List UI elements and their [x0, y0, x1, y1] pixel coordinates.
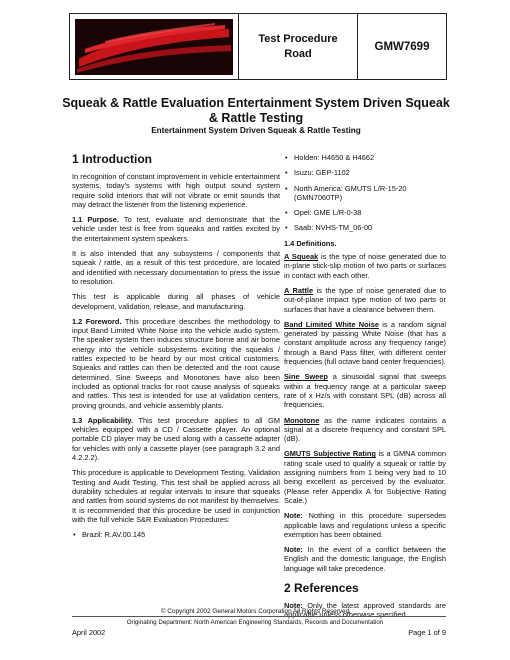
- foreword-label: 1.2 Foreword.: [72, 316, 122, 326]
- def-blwn-term: Band Limited White Noise: [284, 319, 379, 329]
- def-rattle: [284, 286, 446, 314]
- footer-date: April 2002: [72, 628, 106, 637]
- def-rattle-term: A Rattle: [284, 285, 314, 295]
- doc-type: Test Procedure: [258, 32, 338, 45]
- page-subtitle: Entertainment System Driven Squeak & Rattle Testing: [151, 126, 361, 135]
- right-bullet-list: [284, 153, 446, 233]
- note-text: In the event of a conflict between the English and the domestic language, the English language will take precedence.: [284, 545, 446, 573]
- gm-logo-banner: [70, 14, 239, 79]
- purpose-paragraph: [72, 215, 280, 243]
- references-heading: 2 References: [284, 580, 359, 595]
- purpose-paragraph-2: It is also intended that any subsystems / components that squeak / rattle, as a result of this test procedure, are located and identified with necessary documentation to press the issue to resolution.: [72, 249, 280, 286]
- def-monotone: [284, 416, 446, 444]
- doc-subtype: Road: [284, 47, 312, 60]
- def-sine: [284, 372, 446, 409]
- def-sine-term: Sine Sweep: [284, 372, 328, 382]
- applicability-label: 1.3 Applicability.: [72, 415, 134, 425]
- applicability-text: This test procedure applies to all GM vehicles equipped with a CD / Cassette player. An optional portable CD player may be used along with a cassette adapter for vehicles with only a cassette player (see paragraph 3.2 and 4.2.2.2).: [72, 415, 281, 463]
- page-title: Squeak & Rattle Evaluation Entertainment System Driven Squeak & Rattle Testing: [62, 96, 450, 125]
- doc-number: GMW7699: [374, 40, 430, 53]
- purpose-paragraph-3: This test is applicable during all phases of vehicle development, validation, release, and manufacturing.: [72, 292, 280, 311]
- foreword-text: This procedure describes the methodology to input Band Limited White Noise into the vehicle audio system. The speaker system then induces structure borne and air borne energy into the vehicle subsystems exciting the squeaks / rattles expected to be heard by our most critical customers. Squeaks and rattles can then be detected and the root cause determined. Sine Sweeps and Monotones have also been included as optional tracks for root cause analysis of squeaks and rattles. This test is intended for use at validation centers, proving grounds, and vehicle assembly plants.: [72, 316, 280, 410]
- def-blwn-text: is a random signal generated by passing White Noise (that has a constant amplitude across any frequency range) through a Band Pass filter, with different center frequencies (full octave band center frequencies).: [284, 319, 447, 367]
- def-gmuts-text: is a GMNA common rating scale used to qualify a squeak or rattle by assigning numbers from 1 being very bad to 10 being excellent as perceived by the evaluator. (Please refer Appendix A for Subjective Rating Scale.): [284, 449, 446, 505]
- note-language: [284, 545, 446, 573]
- document-header: [69, 13, 447, 80]
- purpose-label: 1.1 Purpose.: [72, 215, 119, 225]
- def-squeak: [284, 252, 446, 280]
- left-bullet-list: [72, 530, 280, 539]
- footer-page-number: Page 1 of 9: [408, 628, 446, 637]
- def-monotone-term: Monotone: [284, 415, 320, 425]
- note-label: Note:: [284, 545, 303, 555]
- list-item: • Brazil: R.AV.00.145: [82, 530, 280, 539]
- def-rattle-text: is the type of noise generated due to out-of-plane impact type motion of two parts or surfaces that have a clearance between them.: [284, 285, 447, 314]
- note-laws: [284, 511, 446, 539]
- right-column: [284, 153, 446, 626]
- def-sine-text: a sinusoidal signal that sweeps within a frequency range at a particular sweep rate of x Hz/s with constant SPL (dB) across all frequencies.: [284, 372, 446, 410]
- note-label: Note:: [284, 600, 303, 610]
- footer-divider: [72, 616, 446, 617]
- list-item: • Opel: GME L/R-0-38: [294, 208, 446, 217]
- doc-type-cell: [239, 14, 358, 79]
- def-gmuts-term: GMUTS Subjective Rating: [284, 449, 376, 459]
- definitions-heading: 1.4 Definitions.: [284, 238, 337, 248]
- list-item: • Saab: NVHS-TM_06-00: [294, 223, 446, 232]
- def-squeak-term: A Squeak: [284, 252, 319, 262]
- footer-copyright: © Copyright 2002 General Motors Corporation All Rights Reserved: [160, 608, 350, 615]
- applicability-paragraph-2: This procedure is applicable to Development Testing, Validation Testing and Audit Testing. This test shall be applied across all durability schedules at regular intervals to insure that squeaks and rattles from sound systems do not manifest by themselves. It is recommended that this procedure be used in conjunction with the full vehicle S&R Evaluation Procedures:: [72, 468, 280, 524]
- foreword-paragraph: [72, 317, 280, 410]
- applicability-paragraph: [72, 416, 280, 462]
- list-item: • Holden: H4650 & H4662: [294, 153, 446, 162]
- def-gmuts: [284, 449, 446, 505]
- note-text: Only the latest approved standards are applicable unless otherwise specified.: [284, 600, 446, 620]
- intro-paragraph: In recognition of constant improvement in vehicle entertainment systems, today's systems with high output sound system require solid interiors that will not vibrate or emit sounds that may detract the listener from the listening experience.: [72, 172, 280, 209]
- red-swoosh-logo-icon: [75, 19, 233, 75]
- intro-heading: 1 Introduction: [72, 152, 152, 166]
- purpose-text: To test, evaluate and demonstrate that the vehicle under test is free from squeaks and rattles excited by the entertainment system speakers.: [72, 215, 281, 243]
- list-item: • North America: GMUTS L/R-15-20 (GMN7060TP): [294, 184, 446, 203]
- list-item: • Isuzu: GEP-1102: [294, 168, 446, 177]
- footer-department: Originating Department: North American Engineering Standards, Records and Documentation: [126, 619, 384, 626]
- def-blwn: [284, 320, 446, 366]
- note-label: Note:: [284, 511, 303, 521]
- left-column: [72, 148, 280, 545]
- note-text: Nothing in this procedure supersedes applicable laws and regulations unless a specific exemption has been obtained.: [284, 511, 446, 539]
- def-monotone-text: as the name indicates contains a signal at a discrete frequency and constant SPL (dB).: [284, 415, 446, 444]
- def-squeak-text: is the type of noise generated due to in-plane stick-slip motion of two parts or surfaces in contact with each other.: [284, 252, 447, 280]
